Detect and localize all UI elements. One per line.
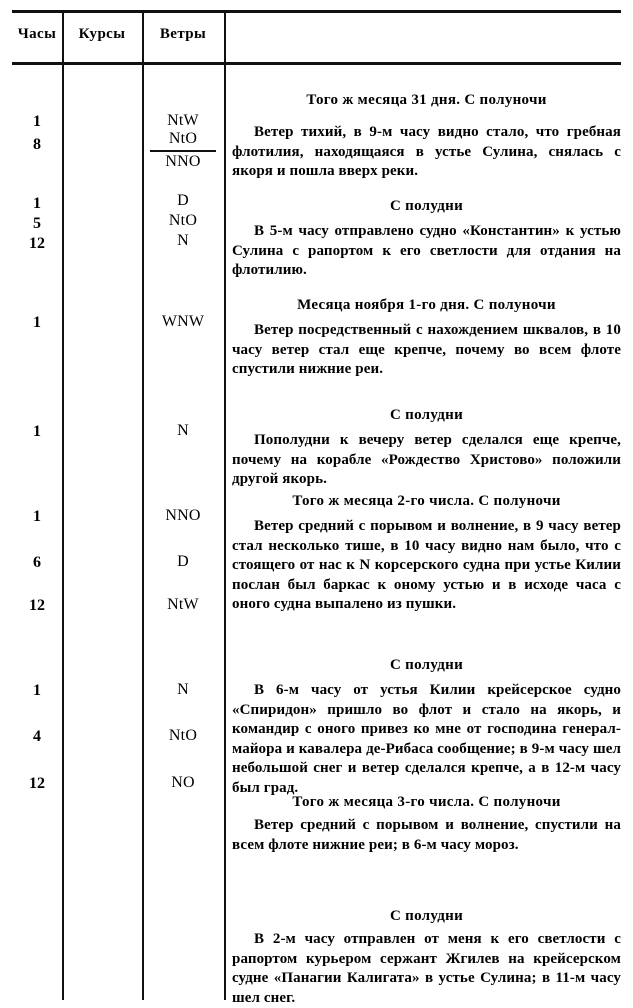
wind-value: NO — [171, 774, 195, 791]
hour-value: 1 — [33, 508, 41, 525]
table-header-bottom-rule — [12, 62, 621, 65]
wind-value: N — [177, 422, 189, 439]
column-winds — [142, 68, 224, 1000]
column-header-winds: Ветры — [159, 26, 207, 42]
wind-value: NtO — [168, 727, 198, 744]
hour-value: 6 — [33, 554, 41, 571]
hour-value: 12 — [29, 775, 45, 792]
wind-value: D — [177, 553, 189, 570]
wind-value: WNW — [161, 313, 205, 330]
entry-body: В 6-м часу от устья Килии крейсерское судно «Спиридон» пришло во флот и стало на якорь, и командир с оного привез ко мне от господина генерал-майора и кавалера де-Рибаса сообщение; в 9-м часу шел небольшой снег и ветер сделался крепче, а в 12-м часу был град. — [232, 682, 621, 796]
entry-heading: С полудни — [389, 908, 464, 924]
wind-value: NtO — [168, 212, 198, 229]
wind-value: NtW — [167, 112, 199, 129]
entry-body: Пополудни к вечеру ветер сделался еще крепче, почему на корабле «Рождество Христово» положили другой якорь. — [232, 432, 621, 487]
wind-value: NNO — [165, 153, 201, 170]
entry-body: В 5-м часу отправлено судно «Константин» к устью Сулина с рапортом к его светлости для отдания на флотилию. — [232, 223, 621, 278]
column-header-courses: Курсы — [78, 26, 126, 42]
hour-value: 1 — [33, 195, 41, 212]
column-remarks — [232, 68, 621, 1006]
wind-value: NtW — [167, 596, 199, 613]
entry-heading: С полудни — [389, 407, 464, 423]
column-hours — [12, 68, 62, 1000]
wind-value: NNO — [165, 507, 201, 524]
entry-body: В 2-м часу отправлен от меня к его светлости с рапортом курьером сержант Жгилев на крейсерском судне «Панагии Калигата» в устье Сулина; в 11-м часу шел снег. — [232, 931, 621, 1006]
entry-heading: Того ж месяца 31 дня. С полуночи — [306, 92, 547, 108]
entry-body: Ветер средний с порывом и волнение, в 9 часу ветер стал несколько тише, в 10 часу видно нам было, что с стоящего от нас к N корсерского судна при устье Килии послан был баркас к оному устью и в исходе часа с оного судна выпалено из пушки. — [232, 518, 621, 612]
hour-value: 1 — [33, 113, 41, 130]
hour-value: 1 — [33, 423, 41, 440]
wind-value: N — [177, 681, 189, 698]
entry-heading: С полудни — [389, 657, 464, 673]
hour-value: 8 — [33, 136, 41, 153]
wind-value: NtO — [168, 130, 198, 147]
wind-group-separator — [150, 150, 216, 152]
wind-value: N — [177, 232, 189, 249]
table-body — [0, 68, 633, 1006]
entry-body: Ветер посредственный с нахождением шквалов, в 10 часу ветер стал еще крепче, почему во всем флоте спустили нижние реи. — [232, 322, 621, 377]
entry-heading: Месяца ноября 1-го дня. С полуночи — [297, 297, 556, 313]
table-top-rule — [12, 10, 621, 13]
hour-value: 5 — [33, 215, 41, 232]
hour-value: 12 — [29, 235, 45, 252]
entry-heading: Того ж месяца 2-го числа. С полуночи — [292, 493, 561, 509]
hour-value: 1 — [33, 314, 41, 331]
table-header-row — [0, 18, 633, 60]
entry-heading: Того ж месяца 3-го числа. С полуночи — [292, 794, 561, 810]
entry-body: Ветер средний с порывом и волнение, спустили на всем флоте нижние реи; в 6-м часу мороз. — [232, 817, 621, 853]
wind-value: D — [177, 192, 189, 209]
entry-heading: С полудни — [389, 198, 464, 214]
column-header-hours: Часы — [17, 26, 57, 42]
entry-body: Ветер тихий, в 9-м часу видно стало, что гребная флотилия, находящаяся в устье Сулина, снялась с якоря и пошла вверх реки. — [232, 124, 621, 179]
hour-value: 12 — [29, 597, 45, 614]
hour-value: 1 — [33, 682, 41, 699]
hour-value: 4 — [33, 728, 41, 745]
